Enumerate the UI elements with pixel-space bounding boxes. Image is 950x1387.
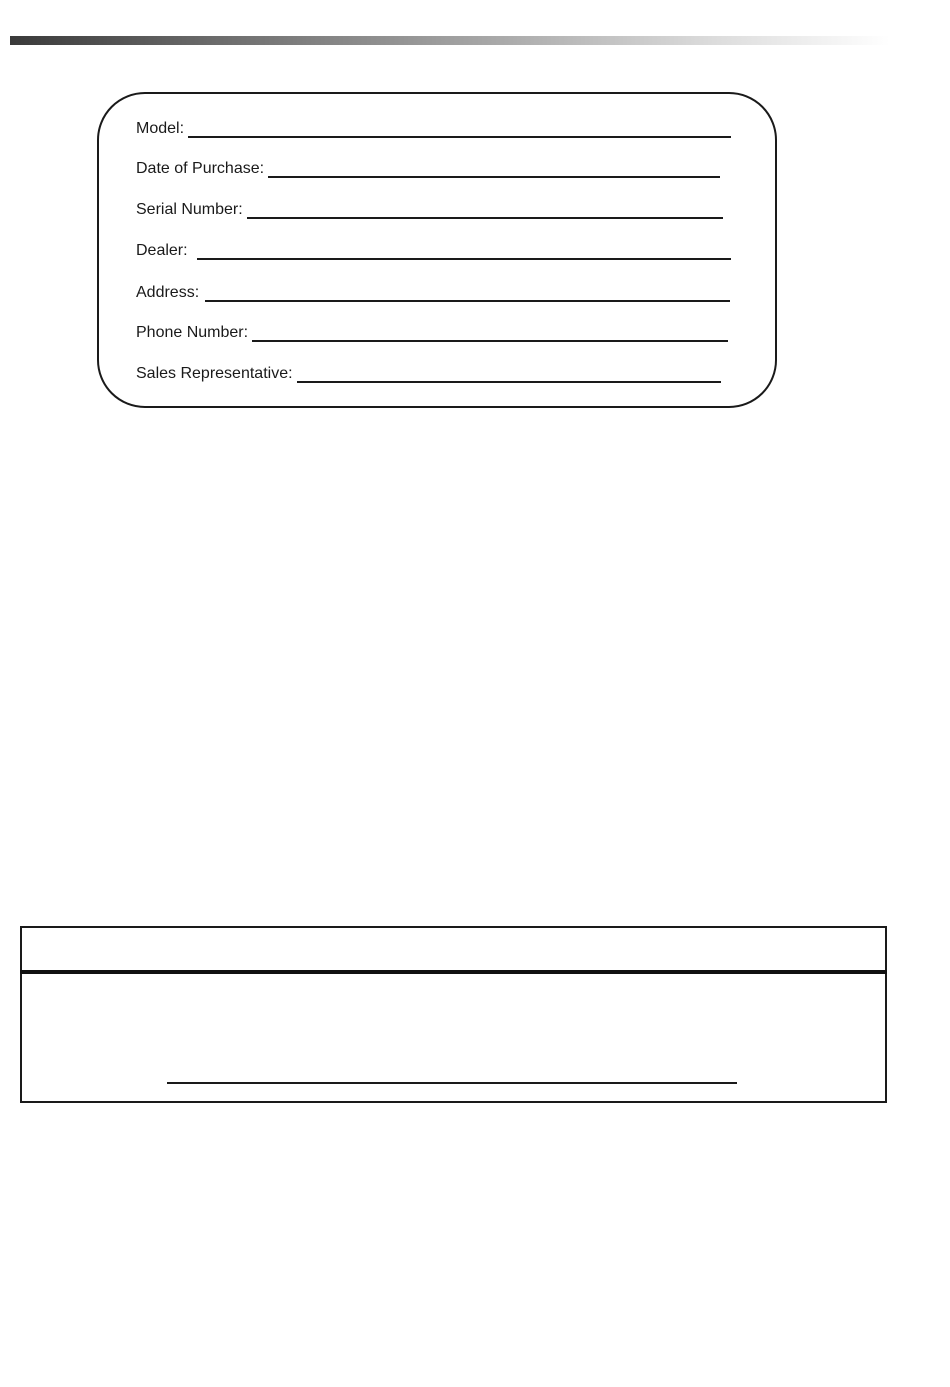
sales-representative-blank-line[interactable] <box>297 381 721 383</box>
model-blank-line[interactable] <box>188 136 731 138</box>
field-sales-representative <box>136 365 721 383</box>
field-label: Address: <box>136 284 200 301</box>
notes-box-divider <box>20 970 887 974</box>
serial-number-blank-line[interactable] <box>247 217 723 219</box>
field-label: Date of Purchase: <box>136 160 265 177</box>
field-label: Serial Number: <box>136 201 243 218</box>
field-label: Phone Number: <box>136 324 249 341</box>
field-date-of-purchase <box>136 160 720 178</box>
field-label: Sales Representative: <box>136 365 293 382</box>
field-model <box>136 120 731 138</box>
header-gradient-bar <box>10 36 890 45</box>
field-label: Model: <box>136 120 185 137</box>
field-dealer <box>136 242 731 260</box>
field-label: Dealer: <box>136 242 188 259</box>
notes-box <box>20 926 887 1103</box>
field-serial-number <box>136 201 723 219</box>
address-blank-line[interactable] <box>205 300 730 302</box>
field-phone-number <box>136 324 728 342</box>
dealer-blank-line[interactable] <box>197 258 731 260</box>
date-of-purchase-blank-line[interactable] <box>268 176 720 178</box>
phone-number-blank-line[interactable] <box>252 340 728 342</box>
notes-box-signature-line[interactable] <box>167 1082 737 1084</box>
field-address <box>136 284 730 302</box>
